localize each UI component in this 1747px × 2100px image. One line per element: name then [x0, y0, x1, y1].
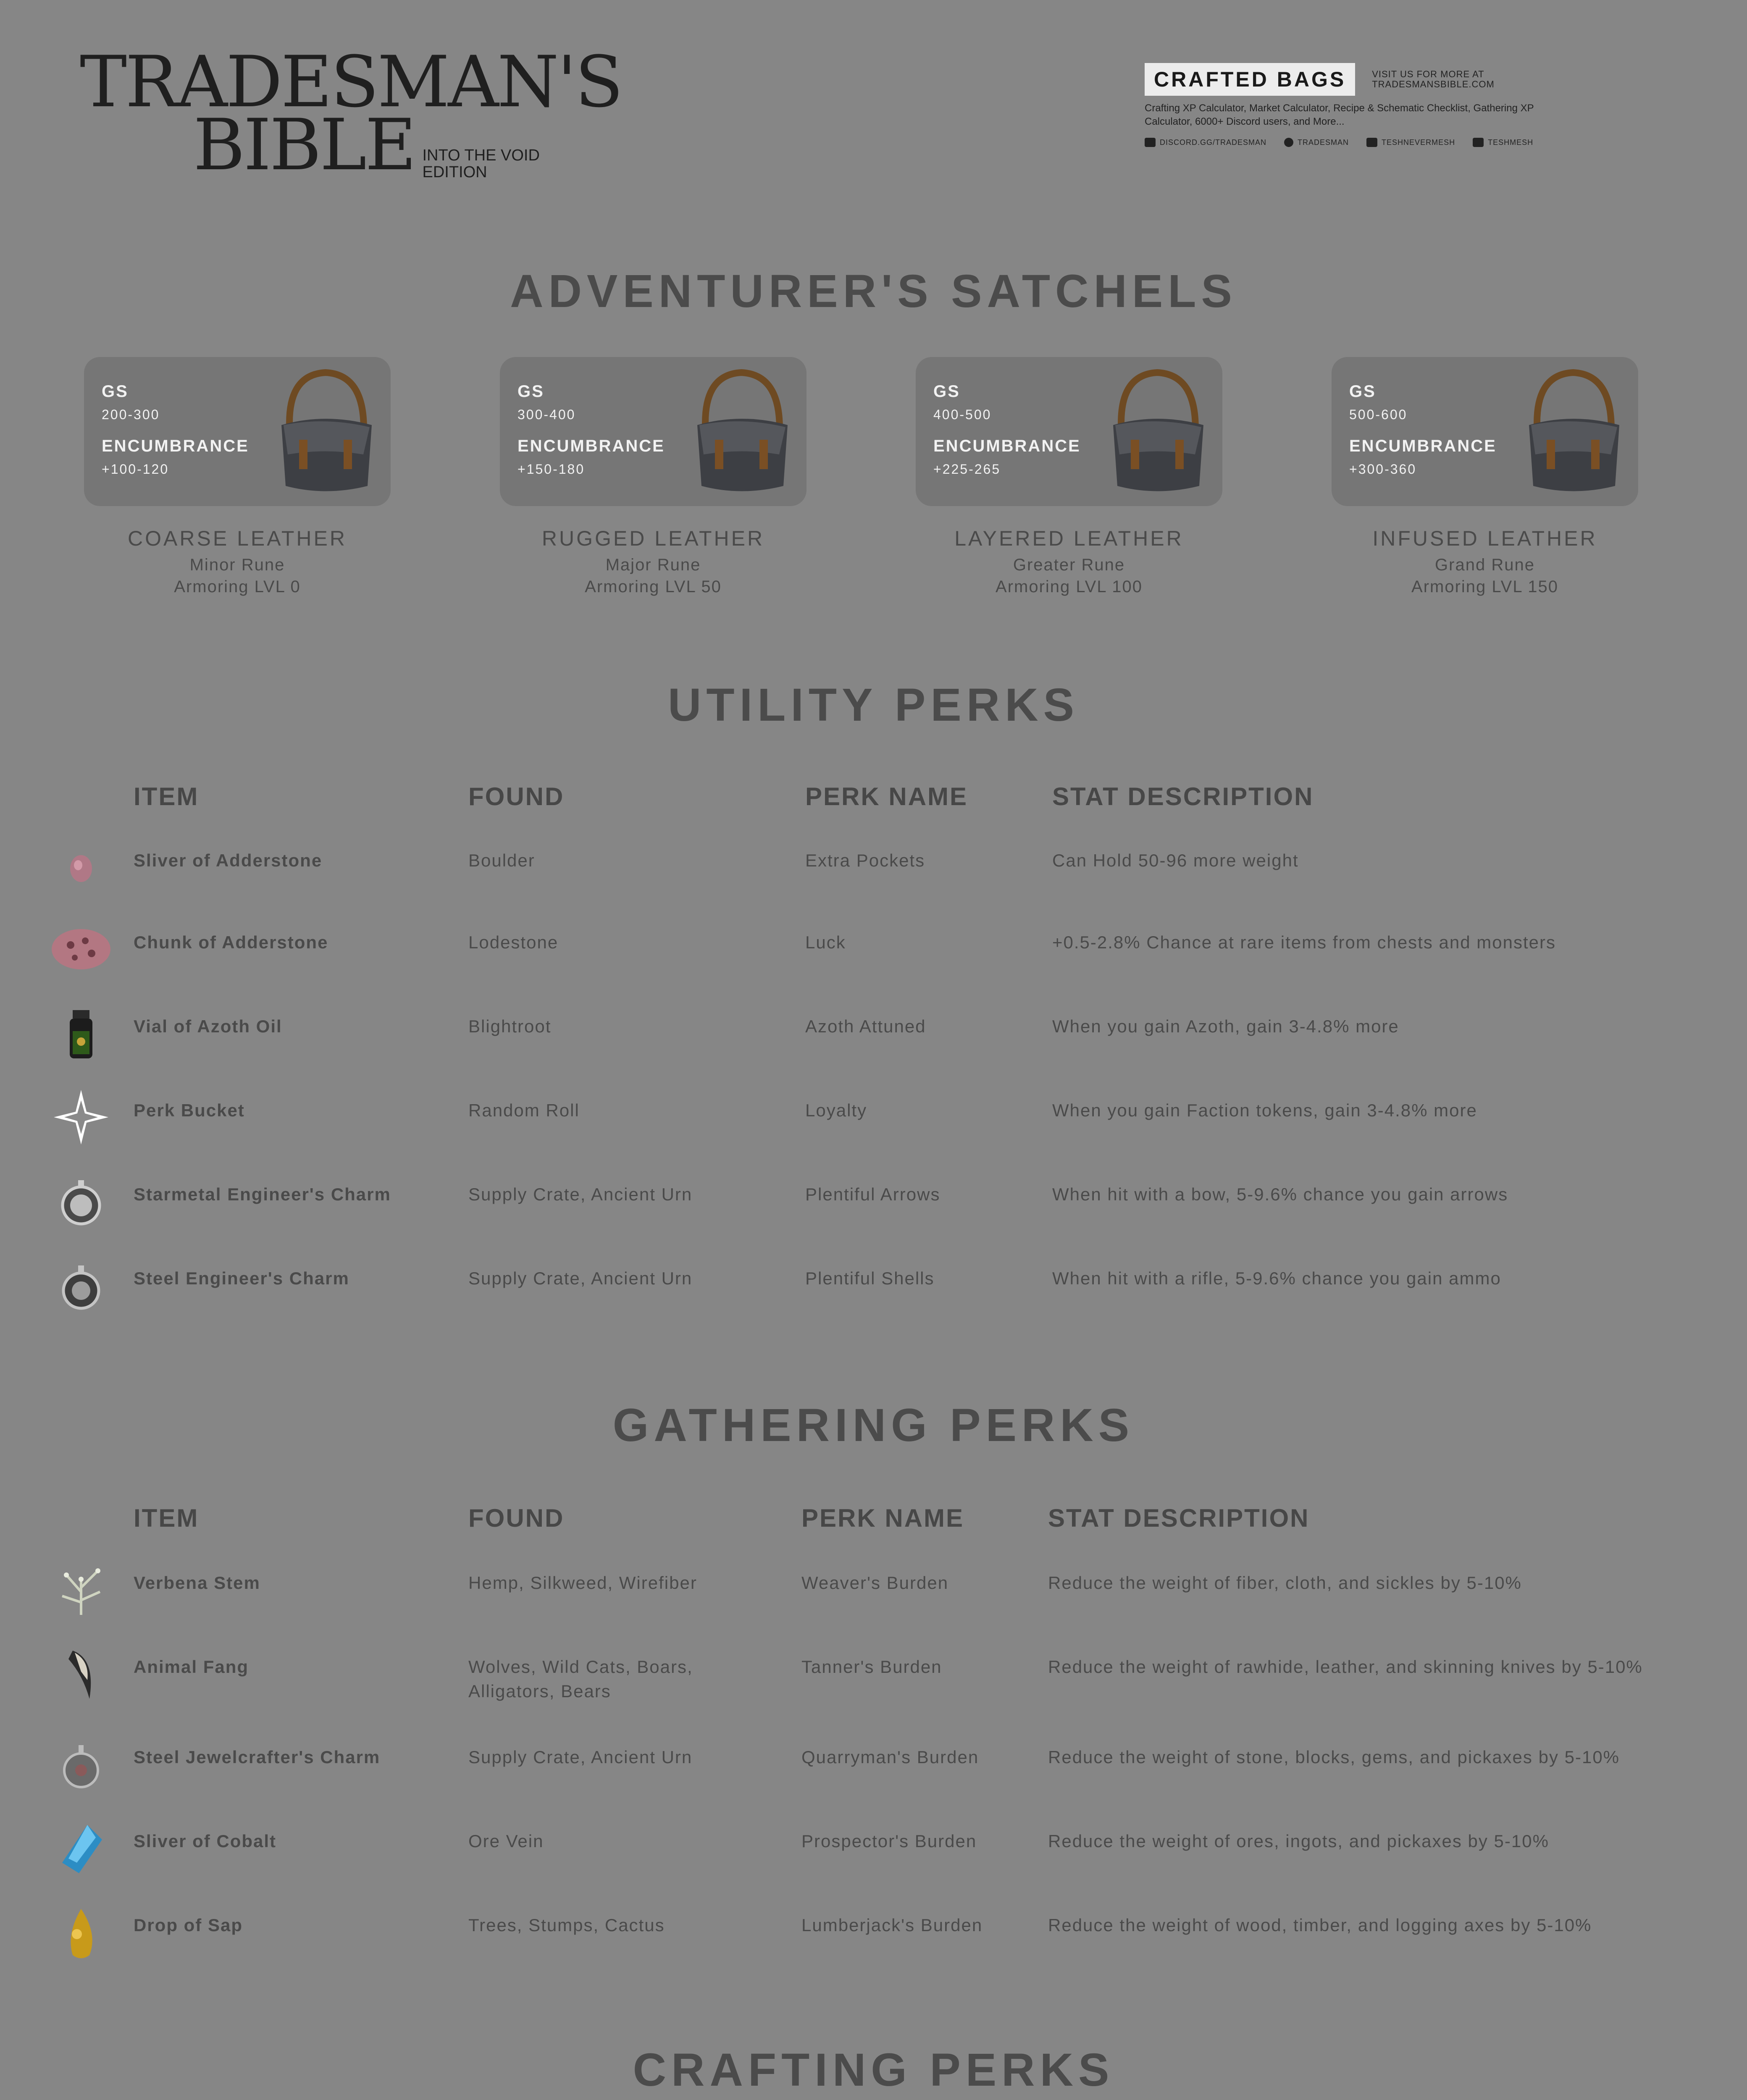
item-name: Animal Fang	[134, 1657, 249, 1677]
satchel-name: RUGGED LEATHER	[541, 527, 765, 550]
social-link-patreon[interactable]: TRADESMAN	[1284, 138, 1349, 147]
perk-name: Loyalty	[805, 1100, 867, 1120]
twitch-icon	[1473, 138, 1484, 147]
table-row	[0, 1174, 1747, 1216]
adderstone-chunk-icon	[50, 922, 113, 976]
item-name: Drop of Sap	[134, 1915, 243, 1935]
found-location: Boulder	[468, 850, 535, 870]
steel-charm-icon	[50, 1258, 113, 1312]
item-name: Sliver of Cobalt	[134, 1831, 277, 1851]
satchel-card	[500, 357, 807, 598]
column-header-desc: STAT DESCRIPTION	[1048, 1504, 1310, 1532]
table-row	[0, 1562, 1747, 1604]
stat-description: Reduce the weight of fiber, cloth, and sickles by 5-10%	[1048, 1573, 1522, 1593]
sap-drop-icon	[50, 1905, 113, 1959]
satchel-armoring: Armoring LVL 150	[1411, 578, 1558, 596]
adderstone-sliver-icon	[50, 840, 113, 895]
satchel-name: LAYERED LEATHER	[954, 527, 1184, 550]
table-row	[0, 1821, 1747, 1863]
social-link-twitch[interactable]: TESHMESH	[1473, 138, 1533, 147]
verbena-stem-icon	[50, 1562, 113, 1617]
table-row	[0, 1737, 1747, 1779]
found-location: Trees, Stumps, Cactus	[468, 1915, 665, 1935]
column-header-item: ITEM	[134, 1504, 199, 1532]
logo-subtitle-line: EDITION	[422, 163, 487, 181]
item-name: Sliver of Adderstone	[134, 850, 323, 870]
found-location: Hemp, Silkweed, Wirefiber	[468, 1573, 697, 1593]
found-location: Ore Vein	[468, 1831, 544, 1851]
satchel-armoring: Armoring LVL 100	[996, 578, 1143, 596]
found-location: Lodestone	[468, 932, 559, 952]
table-row	[0, 1905, 1747, 1947]
animal-fang-icon	[50, 1646, 113, 1701]
stat-description: Reduce the weight of rawhide, leather, and skinning knives by 5-10%	[1048, 1657, 1643, 1677]
perk-name: Quarryman's Burden	[801, 1747, 979, 1767]
satchel-stats-card	[1332, 357, 1638, 506]
item-name: Chunk of Adderstone	[134, 932, 328, 952]
azoth-vial-icon	[50, 1006, 113, 1060]
satchel-rune: Greater Rune	[1013, 556, 1125, 574]
gathering-perks-title: GATHERING PERKS	[612, 1399, 1135, 1451]
utility-perks-title: UTILITY PERKS	[667, 679, 1080, 731]
column-header-found: FOUND	[468, 782, 565, 811]
satchel-rune: Major Rune	[605, 556, 701, 574]
table-row	[0, 1090, 1747, 1132]
satchel-card	[1332, 357, 1638, 598]
satchel-name: INFUSED LEATHER	[1372, 527, 1597, 550]
table-row	[0, 840, 1747, 882]
satchel-rune: Minor Rune	[189, 556, 285, 574]
stat-description: When you gain Faction tokens, gain 3-4.8% more	[1052, 1100, 1477, 1120]
encumbrance-value: +300-360	[1349, 462, 1417, 477]
item-name: Perk Bucket	[134, 1100, 245, 1120]
twitter-icon	[1366, 138, 1377, 147]
column-header-perk: PERK NAME	[805, 782, 968, 811]
perk-name: Plentiful Shells	[805, 1268, 935, 1288]
encumbrance-value: +100-120	[102, 462, 169, 477]
table-row	[0, 1258, 1747, 1300]
encumbrance-value: +225-265	[933, 462, 1001, 477]
satchel-card	[84, 357, 391, 598]
column-header-found: FOUND	[468, 1504, 565, 1532]
item-name: Starmetal Engineer's Charm	[134, 1184, 391, 1204]
stat-description: +0.5-2.8% Chance at rare items from chests and monsters	[1052, 932, 1556, 952]
satchel-stats-card	[500, 357, 807, 506]
stat-description: Can Hold 50-96 more weight	[1052, 850, 1299, 870]
satchel-image	[689, 366, 794, 501]
item-name: Steel Jewelcrafter's Charm	[134, 1747, 381, 1767]
cobalt-sliver-icon	[50, 1821, 113, 1875]
crafted-bags-badge: CRAFTED BAGS	[1145, 63, 1355, 96]
perk-name: Prospector's Burden	[801, 1831, 977, 1851]
satchel-image	[1521, 366, 1626, 501]
satchel-stats-card	[84, 357, 391, 506]
logo-title-bible: BIBLE	[193, 104, 415, 186]
crafting-perks-title: CRAFTING PERKS	[633, 2044, 1114, 2096]
satchel-stats-card	[916, 357, 1222, 506]
patreon-icon	[1284, 138, 1293, 147]
perk-name: Tanner's Burden	[801, 1657, 942, 1677]
satchel-image	[273, 366, 378, 501]
found-location: Supply Crate, Ancient Urn	[468, 1268, 693, 1288]
visit-text: VISIT US FOR MORE AT	[1372, 69, 1484, 79]
gs-value: 200-300	[102, 407, 160, 422]
encumbrance-label: ENCUMBRANCE	[1349, 437, 1497, 455]
item-name: Vial of Azoth Oil	[134, 1016, 282, 1036]
social-link-discord[interactable]: DISCORD.GG/TRADESMAN	[1145, 138, 1266, 147]
perk-name: Azoth Attuned	[805, 1016, 926, 1036]
gs-value: 300-400	[518, 407, 576, 422]
stat-description: Reduce the weight of ores, ingots, and pickaxes by 5-10%	[1048, 1831, 1549, 1851]
column-header-desc: STAT DESCRIPTION	[1052, 782, 1314, 811]
encumbrance-label: ENCUMBRANCE	[933, 437, 1081, 455]
discord-icon	[1145, 138, 1156, 147]
satchel-image	[1105, 366, 1210, 501]
table-row	[0, 1646, 1747, 1701]
promo-description: Crafting XP Calculator, Market Calculator, Recipe & Schematic Checklist, Gathering XP Calculator, 6000+ Discord users, and More...	[1145, 102, 1534, 127]
perk-name: Lumberjack's Burden	[801, 1915, 983, 1935]
stat-description: When you gain Azoth, gain 3-4.8% more	[1052, 1016, 1399, 1036]
gs-label: GS	[933, 382, 960, 401]
starmetal-charm-icon	[50, 1174, 113, 1228]
jewelcrafter-charm-icon	[50, 1737, 113, 1791]
logo	[80, 41, 622, 186]
gs-value: 400-500	[933, 407, 992, 422]
found-location: Wolves, Wild Cats, Boars, Alligators, Bears	[468, 1657, 693, 1701]
table-row	[0, 1006, 1747, 1048]
encumbrance-value: +150-180	[518, 462, 585, 477]
website-link[interactable]: TRADESMANSBIBLE.COM	[1372, 79, 1495, 89]
perk-name: Plentiful Arrows	[805, 1184, 940, 1204]
gs-value: 500-600	[1349, 407, 1408, 422]
satchel-name: COARSE LEATHER	[128, 527, 347, 550]
satchel-armoring: Armoring LVL 0	[174, 578, 301, 596]
item-name: Verbena Stem	[134, 1573, 260, 1593]
encumbrance-label: ENCUMBRANCE	[518, 437, 665, 455]
perk-name: Luck	[805, 932, 846, 952]
satchel-card	[916, 357, 1222, 598]
perk-name: Weaver's Burden	[801, 1573, 949, 1593]
perk-bucket-icon	[50, 1090, 113, 1144]
found-location: Random Roll	[468, 1100, 580, 1120]
column-header-perk: PERK NAME	[801, 1504, 964, 1532]
stat-description: Reduce the weight of stone, blocks, gems, and pickaxes by 5-10%	[1048, 1747, 1620, 1767]
stat-description: When hit with a bow, 5-9.6% chance you gain arrows	[1052, 1184, 1508, 1204]
found-location: Supply Crate, Ancient Urn	[468, 1747, 693, 1767]
found-location: Supply Crate, Ancient Urn	[468, 1184, 693, 1204]
stat-description: When hit with a rifle, 5-9.6% chance you gain ammo	[1052, 1268, 1501, 1288]
gs-label: GS	[1349, 382, 1376, 401]
item-name: Steel Engineer's Charm	[134, 1268, 349, 1288]
promo-box	[1145, 63, 1565, 147]
social-link-twitter[interactable]: TESHNEVERMESH	[1366, 138, 1455, 147]
found-location: Blightroot	[468, 1016, 552, 1036]
table-row	[0, 922, 1747, 964]
logo-subtitle-line: INTO THE VOID	[422, 147, 540, 164]
perk-name: Extra Pockets	[805, 850, 925, 870]
satchel-armoring: Armoring LVL 50	[585, 578, 722, 596]
gs-label: GS	[518, 382, 544, 401]
encumbrance-label: ENCUMBRANCE	[102, 437, 249, 455]
satchels-title: ADVENTURER'S SATCHELS	[510, 265, 1237, 317]
gs-label: GS	[102, 382, 129, 401]
satchel-rune: Grand Rune	[1435, 556, 1535, 574]
stat-description: Reduce the weight of wood, timber, and logging axes by 5-10%	[1048, 1915, 1592, 1935]
logo-title: TRADESMAN'S	[80, 41, 622, 123]
column-header-item: ITEM	[134, 782, 199, 811]
